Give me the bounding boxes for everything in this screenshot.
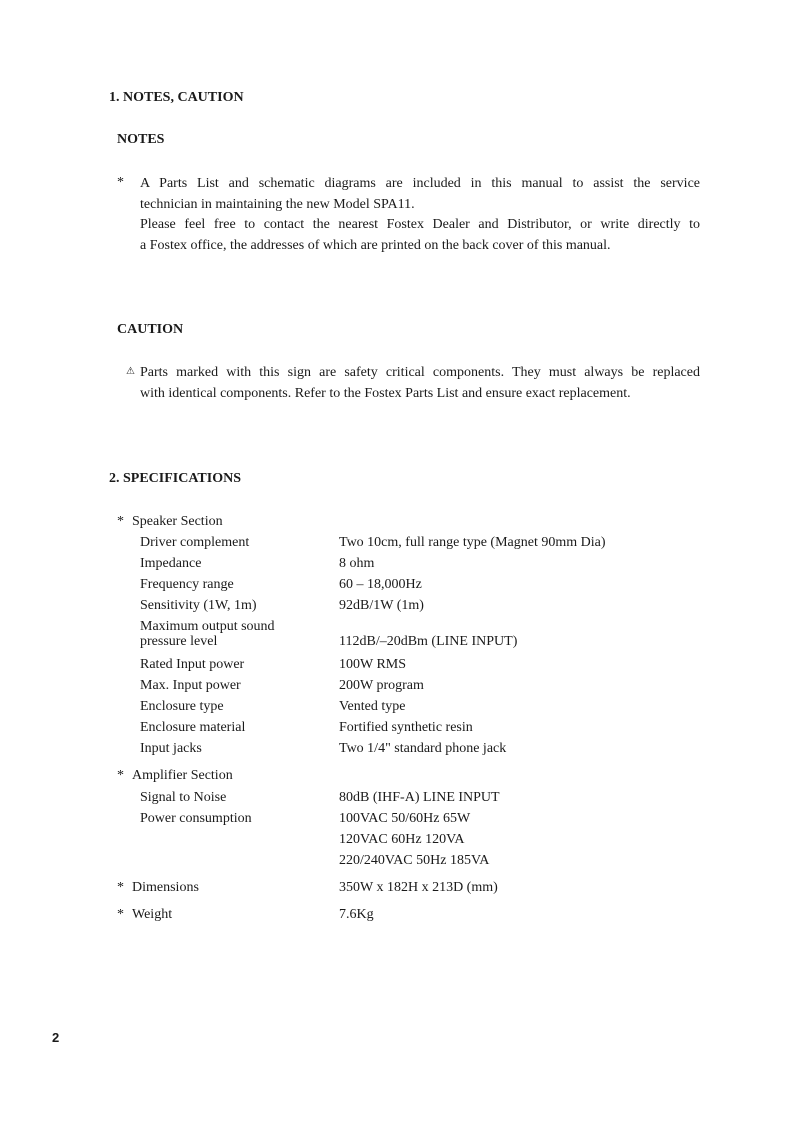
section-1-heading: 1. NOTES, CAUTION	[109, 90, 244, 105]
dimensions-label: Dimensions	[132, 880, 199, 895]
caution-paragraph	[140, 363, 700, 404]
spec-label: Impedance	[140, 556, 202, 571]
spec-value: 100VAC 50/60Hz 65W	[339, 811, 471, 826]
notes-line: A Parts List and schematic diagrams are included in this manual to assist the service	[140, 176, 700, 191]
speaker-bullet: *	[117, 514, 124, 529]
spec-label: Sensitivity (1W, 1m)	[140, 598, 257, 613]
speaker-section-title: Speaker Section	[132, 514, 223, 529]
spec-label: Maximum output sound	[140, 619, 275, 634]
section-2-heading: 2. SPECIFICATIONS	[109, 471, 241, 486]
spec-value: Two 10cm, full range type (Magnet 90mm Dia)	[339, 535, 606, 550]
spec-value: Vented type	[339, 699, 406, 714]
spec-label: Rated Input power	[140, 657, 245, 672]
spec-value: 100W RMS	[339, 657, 407, 672]
amplifier-section-title: Amplifier Section	[132, 768, 233, 783]
notes-bullet: *	[117, 175, 124, 190]
notes-line: a Fostex office, the addresses of which are printed on the back cover of this manual.	[140, 237, 611, 253]
spec-label: Enclosure material	[140, 720, 246, 735]
weight-value: 7.6Kg	[339, 907, 374, 922]
notes-line: Please feel free to contact the nearest Fostex Dealer and Distributor, or write directly to	[140, 217, 700, 232]
spec-value: 200W program	[339, 678, 424, 693]
spec-value: 80dB (IHF-A) LINE INPUT	[339, 790, 500, 805]
spec-label: Input jacks	[140, 741, 202, 756]
caution-line: Parts marked with this sign are safety critical components. They must always be replaced	[140, 365, 700, 380]
dimensions-bullet: *	[117, 880, 124, 895]
notes-line: technician in maintaining the new Model SPA11.	[140, 196, 415, 212]
spec-value: 120VAC 60Hz 120VA	[339, 832, 465, 847]
spec-label: Max. Input power	[140, 678, 241, 693]
caution-heading: CAUTION	[117, 322, 184, 337]
spec-label: Signal to Noise	[140, 790, 227, 805]
spec-value: 92dB/1W (1m)	[339, 598, 424, 613]
spec-value: Two 1/4" standard phone jack	[339, 741, 507, 756]
caution-line: with identical components. Refer to the Fostex Parts List and ensure exact replacement.	[140, 385, 631, 401]
page-number: 2	[52, 1030, 60, 1045]
spec-value: 60 – 18,000Hz	[339, 577, 422, 592]
spec-label: Power consumption	[140, 811, 252, 826]
spec-value: 8 ohm	[339, 556, 375, 571]
dimensions-value: 350W x 182H x 213D (mm)	[339, 880, 498, 895]
spec-label: Frequency range	[140, 577, 234, 592]
weight-bullet: *	[117, 907, 124, 922]
spec-label: Enclosure type	[140, 699, 224, 714]
weight-label: Weight	[132, 907, 173, 922]
spec-label: pressure level	[140, 634, 218, 649]
spec-value: 112dB/–20dBm (LINE INPUT)	[339, 634, 518, 649]
spec-value: 220/240VAC 50Hz 185VA	[339, 853, 490, 868]
caution-warning-icon: ⚠	[126, 366, 135, 377]
spec-value: Fortified synthetic resin	[339, 720, 473, 735]
spec-label: Driver complement	[140, 535, 250, 550]
notes-paragraph	[140, 174, 700, 256]
amplifier-bullet: *	[117, 768, 124, 783]
notes-heading: NOTES	[117, 132, 165, 147]
